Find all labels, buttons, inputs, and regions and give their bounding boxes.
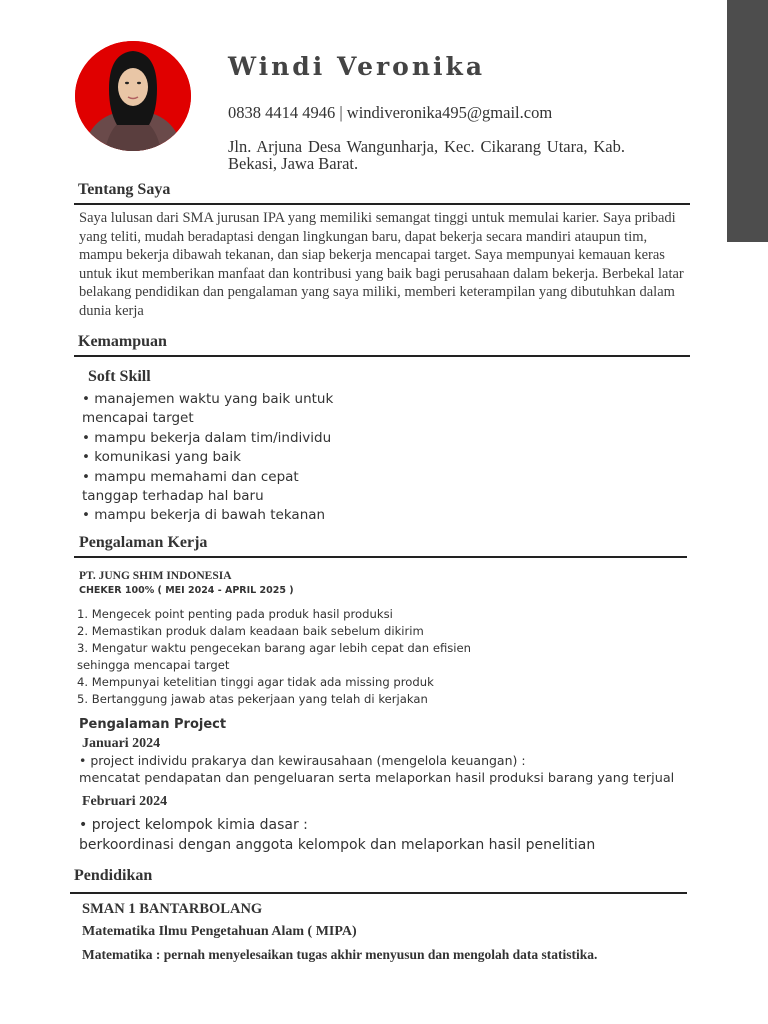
list-item: • mampu bekerja di bawah tekanan: [82, 507, 326, 524]
soft-skill-title: Soft Skill: [88, 368, 151, 385]
list-item: 3. Mengatur waktu pengecekan barang agar lebih cepat dan efisien: [77, 641, 472, 655]
section-title-about: Tentang Saya: [78, 181, 171, 198]
candidate-name: Windi Veronika: [228, 52, 486, 81]
section-title-experience: Pengalaman Kerja: [79, 534, 208, 551]
list-item: • project individu prakarya dan kewirausahaan (mengelola keuangan) :: [79, 753, 526, 768]
side-decoration-bar: [727, 0, 768, 242]
job-position: CHEKER 100% ( MEI 2024 - APRIL 2025 ): [79, 585, 294, 596]
list-item: tanggap terhadap hal baru: [82, 488, 264, 505]
about-text: Saya lulusan dari SMA jurusan IPA yang memiliki semangat tinggi untuk memulai karier. Saya pribadi yang teliti, mudah beradaptasi dengan lingkungan baru, dapat bekerja secara mandiri ataupun tim, mampu bekerja dibawah tekanan, dan siap bekerja mencapai target. Saya mempunyai kemauan keras untuk ikut memberikan manfaat dan kontribusi yang baik bagi perusahaan dalam bekerja. Berbekal latar belakang pendidikan dan pengalaman yang saya miliki, memberi keterampilan yang dibutuhkan dalam dunia kerja: [79, 210, 684, 319]
list-item: • mampu bekerja dalam tim/individu: [82, 429, 332, 446]
project-description: [79, 815, 699, 855]
list-item: • komunikasi yang baik: [82, 449, 241, 466]
job-duties-list: [77, 606, 517, 708]
list-item: mencapai target: [82, 410, 194, 427]
list-item: • manajemen waktu yang baik untuk: [82, 391, 334, 407]
section-title-education: Pendidikan: [74, 867, 153, 884]
section-divider: [70, 892, 687, 894]
school-major: Matematika Ilmu Pengetahuan Alam ( MIPA): [82, 924, 357, 939]
section-divider: [74, 556, 687, 558]
project-section-title: Pengalaman Project: [79, 717, 227, 732]
contact-info: 0838 4414 4946 | windiveronika495@gmail.com: [228, 103, 553, 122]
list-item: 2. Memastikan produk dalam keadaan baik sebelum dikirim: [77, 624, 424, 638]
list-item: • mampu memahami dan cepat: [82, 468, 299, 485]
list-item: • project kelompok kimia dasar :: [79, 817, 308, 833]
project-date: Januari 2024: [82, 736, 161, 751]
section-title-skills: Kemampuan: [78, 333, 167, 350]
list-item: 4. Mempunyai ketelitian tinggi agar tidak ada missing produk: [77, 675, 434, 689]
list-item: 1. Mengecek point penting pada produk hasil produksi: [77, 607, 393, 621]
section-divider: [74, 355, 690, 357]
list-item: berkoordinasi dengan anggota kelompok dan melaporkan hasil penelitian: [79, 837, 596, 853]
profile-photo: [75, 41, 191, 151]
project-description: [79, 752, 699, 788]
school-name: SMAN 1 BANTARBOLANG: [82, 901, 263, 917]
project-date: Februari 2024: [82, 794, 168, 809]
list-item: sehingga mencapai target: [77, 658, 230, 672]
soft-skill-list: [82, 390, 352, 526]
list-item: 5. Bertanggung jawab atas pekerjaan yang telah di kerjakan: [77, 692, 428, 706]
section-divider: [74, 203, 690, 205]
address: Jln. Arjuna Desa Wangunharja, Kec. Cikarang Utara, Kab. Bekasi, Jawa Barat.: [228, 137, 625, 173]
education-note: Matematika : pernah menyelesaikan tugas akhir menyusun dan mengolah data statistika.: [82, 947, 598, 962]
list-item: mencatat pendapatan dan pengeluaran serta melaporkan hasil produksi barang yang terjual: [79, 771, 675, 786]
company-name: PT. JUNG SHIM INDONESIA: [79, 570, 232, 582]
